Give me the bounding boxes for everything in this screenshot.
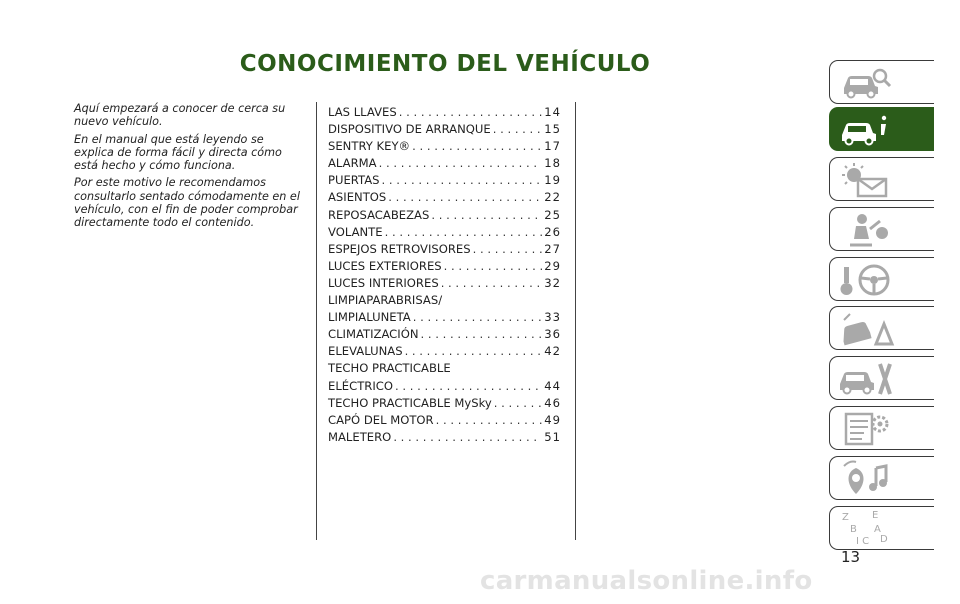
tab-dashboard-lights[interactable] (829, 157, 934, 201)
toc-entry-page: 36 (544, 327, 561, 342)
toc-entry-page: 27 (544, 241, 561, 256)
toc-entry-title: LUCES EXTERIORES (328, 258, 442, 273)
tab-maintenance[interactable] (829, 356, 934, 400)
toc-entry-page: 18 (544, 156, 561, 171)
tab-technical-data[interactable] (829, 406, 934, 450)
toc-entry-title: TECHO PRACTICABLE MySky (328, 395, 492, 410)
toc-leader-dots (441, 275, 543, 292)
toc-entry-page: 29 (544, 258, 561, 273)
toc-entry[interactable] (328, 395, 561, 412)
toc-leader-dots (379, 155, 543, 172)
car-info-icon (836, 111, 896, 149)
toc-entry[interactable] (328, 275, 561, 292)
toc-entry-page: 32 (544, 275, 561, 290)
multimedia-icon (836, 460, 896, 498)
toc-entry[interactable] (328, 155, 561, 172)
table-of-contents (328, 104, 561, 446)
toc-entry-title-line: TECHO PRACTICABLE (328, 361, 451, 376)
toc-entry[interactable] (328, 224, 561, 241)
toc-entry-title: ASIENTOS (328, 190, 387, 205)
toc-entry[interactable] (328, 138, 561, 155)
toc-entry-title: VOLANTE (328, 224, 383, 239)
seat-airbag-icon (836, 211, 896, 249)
watermark: carmanualsonline.info (480, 566, 813, 596)
page-title: CONOCIMIENTO DEL VEHÍCULO (239, 51, 651, 77)
toc-entry[interactable] (328, 326, 561, 343)
toc-leader-dots (385, 224, 543, 241)
svg-text:D: D (880, 534, 888, 545)
toc-entry[interactable] (328, 412, 561, 429)
toc-entry[interactable] (328, 343, 561, 360)
toc-entry[interactable] (328, 429, 561, 446)
toc-entry-title: SENTRY KEY® (328, 139, 411, 154)
toc-leader-dots (405, 343, 543, 360)
toc-leader-dots (413, 309, 543, 326)
toc-leader-dots (395, 378, 542, 395)
intro-text (74, 102, 306, 234)
toc-entry-title: ELÉCTRICO (328, 378, 393, 393)
toc-entry-title: LIMPIALUNETA (328, 310, 411, 325)
svg-text:I C: I C (856, 536, 870, 547)
tab-emergency[interactable] (829, 306, 934, 350)
toc-leader-dots (494, 395, 542, 412)
toc-entry-page: 17 (544, 139, 561, 154)
toc-entry-page: 25 (544, 207, 561, 222)
column-divider (575, 102, 576, 540)
svg-text:E: E (872, 510, 879, 521)
car-maintenance-icon (836, 360, 896, 398)
emergency-warning-icon (836, 310, 896, 348)
toc-entry-page: 14 (544, 105, 561, 119)
toc-entry-page: 26 (544, 224, 561, 239)
column-divider (316, 102, 317, 540)
toc-entry[interactable] (328, 292, 561, 326)
toc-leader-dots (399, 104, 543, 121)
tab-starting-driving[interactable] (829, 257, 934, 301)
toc-entry-page: 49 (544, 412, 561, 427)
toc-entry-title: LUCES INTERIORES (328, 275, 439, 290)
svg-text:Z: Z (842, 512, 849, 523)
toc-entry[interactable] (328, 104, 561, 121)
tab-car-search[interactable] (829, 60, 934, 104)
tab-safety[interactable] (829, 207, 934, 251)
toc-entry[interactable] (328, 189, 561, 206)
toc-leader-dots (444, 258, 543, 275)
toc-entry-title: LAS LLAVES (328, 105, 397, 119)
toc-leader-dots (436, 412, 543, 429)
toc-entry-page: 15 (544, 122, 561, 137)
intro-paragraph: Aquí empezará a conocer de cerca su nuevo vehículo. (74, 102, 286, 129)
toc-leader-dots (421, 326, 543, 343)
toc-entry[interactable] (328, 207, 561, 224)
tab-car-info[interactable] (829, 107, 934, 151)
toc-entry-title: ELEVALUNAS (328, 344, 403, 359)
toc-entry[interactable] (328, 258, 561, 275)
specifications-gear-icon (836, 410, 896, 448)
toc-entry-title: PUERTAS (328, 173, 380, 188)
toc-entry-page: 51 (544, 429, 561, 444)
intro-paragraph: En el manual que está leyendo se explica de forma fácil y directa cómo está hecho y cómo funciona. (74, 132, 282, 173)
steering-wheel-key-icon (836, 261, 896, 299)
toc-entry-title: CLIMATIZACIÓN (328, 327, 419, 342)
page-number: 13 (841, 548, 861, 566)
toc-leader-dots (493, 121, 543, 138)
toc-entry-page: 42 (544, 344, 561, 359)
dashboard-lights-message-icon (836, 161, 896, 199)
toc-entry[interactable] (328, 360, 561, 394)
toc-leader-dots (473, 241, 543, 258)
tab-multimedia[interactable] (829, 456, 934, 500)
alphabetical-index-icon (836, 510, 896, 548)
toc-leader-dots (412, 138, 542, 155)
svg-text:B: B (850, 524, 857, 535)
toc-entry-title: REPOSACABEZAS (328, 207, 430, 222)
toc-entry-title: ESPEJOS RETROVISORES (328, 241, 471, 256)
toc-entry-page: 46 (544, 395, 561, 410)
toc-entry-page: 44 (544, 378, 561, 393)
toc-entry[interactable] (328, 241, 561, 258)
toc-entry-title: MALETERO (328, 429, 392, 444)
intro-paragraph: Por este motivo le recomendamos consultarlo sentado cómodamente en el vehículo, con el fin de poder comprobar directamente todo el contenido. (74, 176, 300, 230)
toc-leader-dots (382, 172, 543, 189)
svg-text:A: A (874, 524, 881, 535)
toc-entry[interactable] (328, 172, 561, 189)
toc-leader-dots (388, 189, 542, 206)
toc-entry-page: 19 (544, 173, 561, 188)
toc-leader-dots (431, 207, 542, 224)
car-search-icon (836, 64, 896, 102)
toc-entry-title: CAPÓ DEL MOTOR (328, 412, 434, 427)
tab-index[interactable] (829, 506, 934, 550)
toc-entry-title: DISPOSITIVO DE ARRANQUE (328, 122, 491, 137)
toc-entry-title: ALARMA (328, 156, 377, 171)
toc-entry-page: 33 (544, 310, 561, 325)
toc-entry-title-line: LIMPIAPARABRISAS/ (328, 293, 443, 308)
toc-entry-page: 22 (544, 190, 561, 205)
toc-leader-dots (393, 429, 542, 446)
toc-entry[interactable] (328, 121, 561, 138)
